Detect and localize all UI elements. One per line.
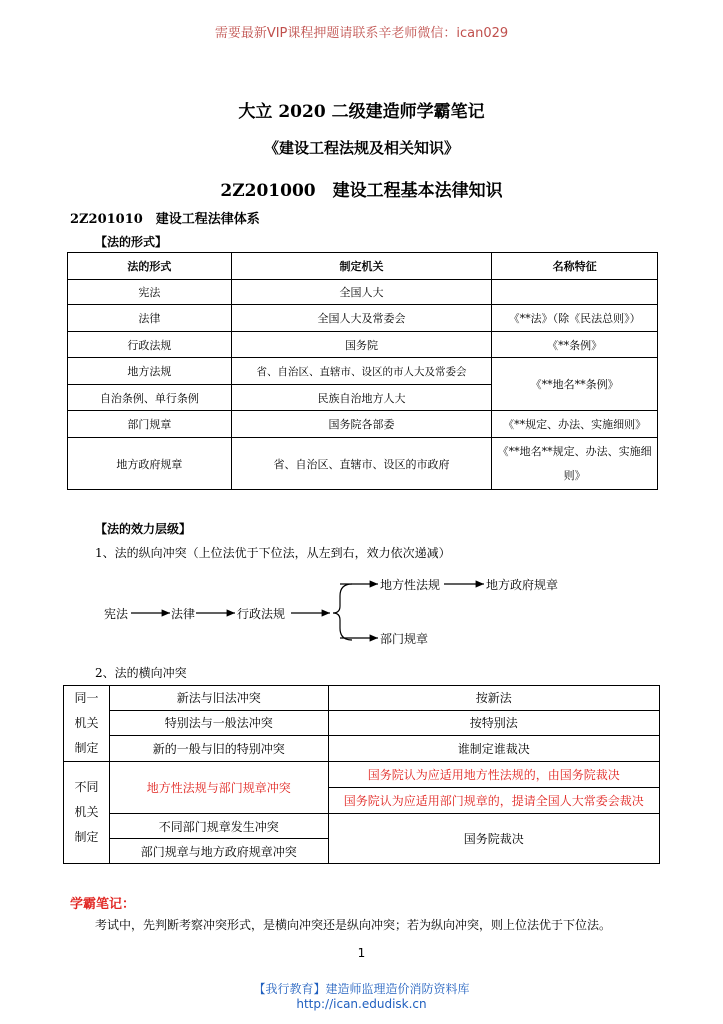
flow-node-dept: 部门规章 [380,632,429,646]
table-cell: 省、自治区、直辖市、设区的市人大及常委会 [231,358,492,385]
note-title: 学霸笔记： [70,897,136,912]
table-header: 法的形式 [68,253,232,280]
horizontal-conflict-title: 2、法的横向冲突 [95,666,187,680]
table-cell: 部门规章与地方政府规章冲突 [109,839,328,864]
flow-node-law: 法律 [171,607,196,621]
note-text: 考试中，先判断考察冲突形式，是横向冲突还是纵向冲突；若为纵向冲突，则上位法优于下位法。 [95,918,612,932]
table-cell: 国务院各部委 [231,411,492,438]
table-cell: 《**地名**条例》 [492,358,658,411]
table-cell: 《**地名**规定、办法、实施细则》 [492,438,658,490]
table-cell: 新法与旧法冲突 [109,686,328,711]
page-number: 1 [357,946,366,960]
table-header: 制定机关 [231,253,492,280]
table-cell: 民族自治地方人大 [231,385,492,411]
table-cell: 行政法规 [68,332,232,358]
flow-node-local-gov: 地方政府规章 [486,578,559,592]
same-authority-label: 同一 机关 制定 [64,686,110,762]
top-banner: 需要最新VIP课程押题请联系辛老师微信：ican029 [214,26,509,41]
flow-node-admin: 行政法规 [237,607,286,621]
form-heading: 【法的形式】 [95,235,168,249]
table-cell: 按新法 [328,686,659,711]
table-cell: 自治条例、单行条例 [68,385,232,411]
chapter-title: 2Z201000 建设工程基本法律知识 [220,181,503,201]
table-cell: 省、自治区、直辖市、设区的市政府 [231,438,492,490]
conflict-table [63,685,660,864]
table-cell: 宪法 [68,280,232,305]
table-cell: 法律 [68,305,232,332]
table-cell: 谁制定谁裁决 [328,736,659,762]
table-cell: 新的一般与旧的特别冲突 [109,736,328,762]
table-cell: 全国人大 [231,280,492,305]
table-cell: 《**法》（除《民法总则》） [492,305,658,332]
flow-node-local-reg: 地方性法规 [380,578,441,592]
table-cell: 国务院裁决 [328,814,659,864]
table-cell: 国务院 [231,332,492,358]
table-cell: 全国人大及常委会 [231,305,492,332]
table-cell: 《**条例》 [492,332,658,358]
section-title: 2Z201010 建设工程法律体系 [70,212,260,227]
footer-line-1: 【我行教育】建造师监理造价消防资料库 [253,982,470,996]
footer-link[interactable]: http://ican.edudisk.cn [296,997,427,1011]
effect-heading: 【法的效力层级】 [95,522,192,536]
table-cell: 地方政府规章 [68,438,232,490]
different-authority-label: 不同 机关 制定 [64,762,110,864]
table-cell: 特别法与一般法冲突 [109,710,328,736]
table-cell: 地方性法规与部门规章冲突 [109,762,328,814]
document-subtitle: 《建设工程法规及相关知识》 [263,139,459,157]
table-cell: 不同部门规章发生冲突 [109,814,328,839]
table-cell: 部门规章 [68,411,232,438]
bracket [333,584,352,640]
table-cell: 《**规定、办法、实施细则》 [492,411,658,438]
table-cell: 地方法规 [68,358,232,385]
document-title: 大立 2020 二级建造师学霸笔记 [238,102,485,122]
table-header: 名称特征 [492,253,658,280]
vertical-conflict-title: 1、法的纵向冲突（上位法优于下位法，从左到右，效力依次递减） [95,546,451,560]
table-cell: 国务院认为应适用部门规章的，提请全国人大常委会裁决 [328,788,659,814]
table-cell: 国务院认为应适用地方性法规的，由国务院裁决 [328,762,659,788]
table-cell: 按特别法 [328,710,659,736]
flow-node-constitution: 宪法 [104,607,129,621]
